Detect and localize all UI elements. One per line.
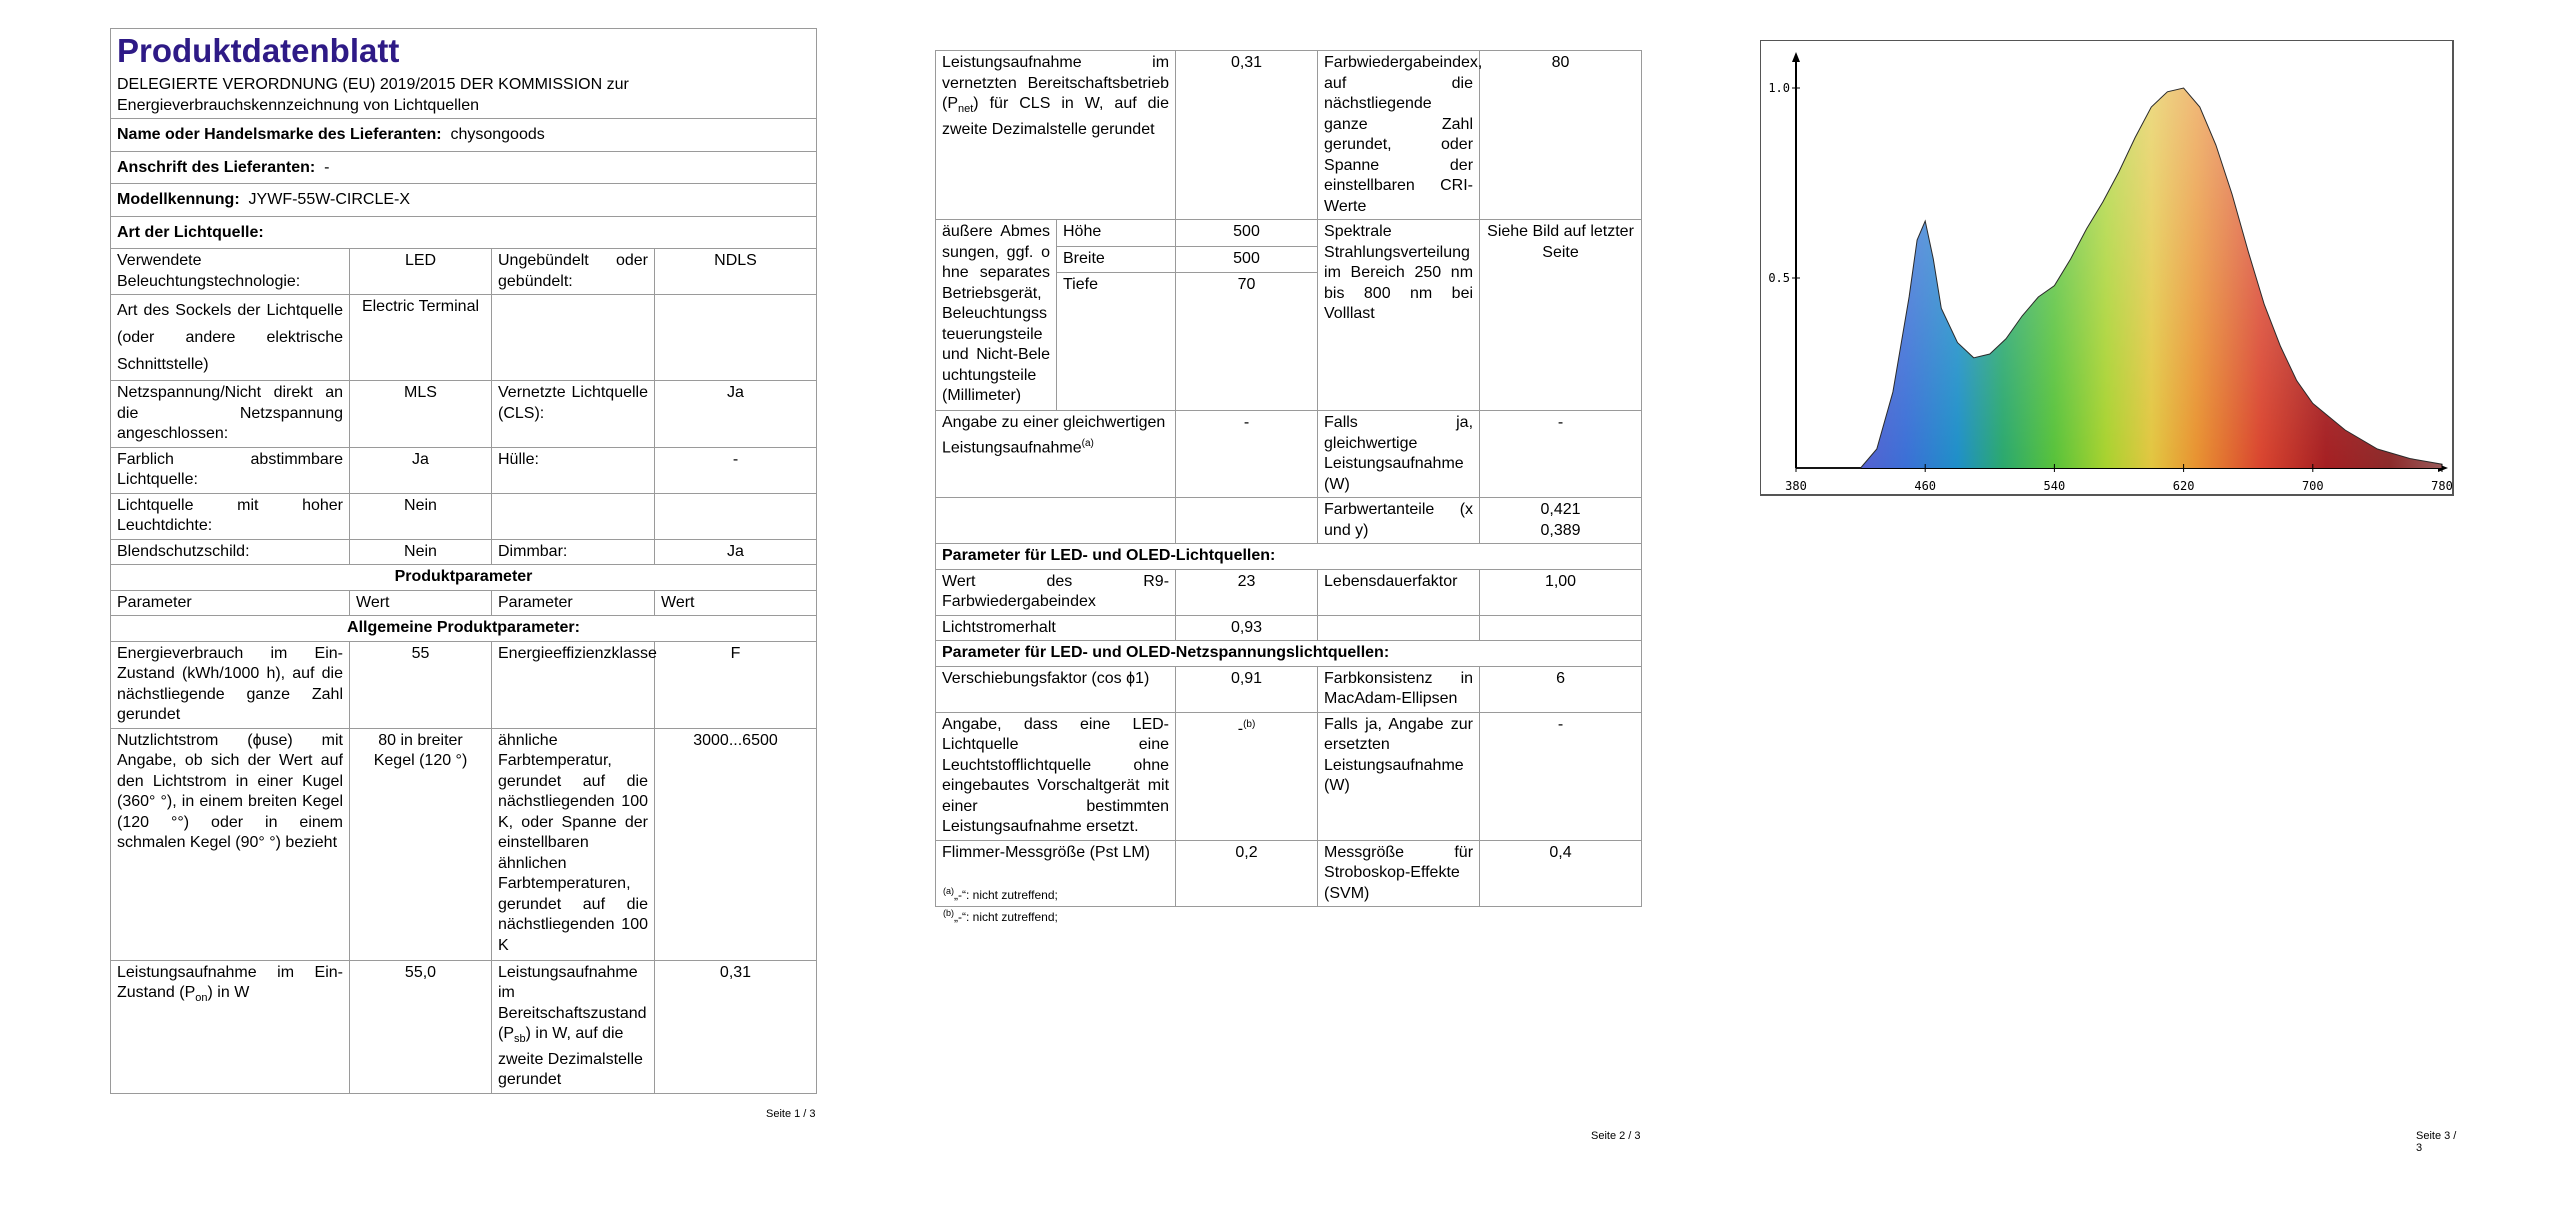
address-label: Anschrift des Lieferanten: — [117, 158, 316, 176]
cell: Hülle: — [492, 447, 655, 493]
cell: Spektrale Strahlungsverteilung im Bereich 250 nm bis 800 nm bei Volllast — [1318, 220, 1480, 411]
cell — [936, 498, 1176, 544]
cell: Energieverbrauch im Ein-Zustand (kWh/1000 h), auf die nächstliegende ganze Zahl gerundet — [111, 641, 350, 728]
page-number: Seite 2 / 3 — [1591, 1130, 1641, 1142]
y-tick-label: 1.0 — [1768, 81, 1790, 95]
cell: Nein — [350, 493, 492, 539]
superscript: (a) — [1081, 437, 1094, 449]
section-mains: Parameter für LED- und OLED-Netzspannungslichtquellen: — [936, 641, 1642, 667]
model-value: JYWF-55W-CIRCLE-X — [248, 191, 411, 208]
column-header: Wert — [350, 590, 492, 616]
cell: 3000...6500 — [655, 728, 817, 960]
spectrum-sheen — [1796, 88, 2442, 468]
cell — [936, 51, 1176, 220]
table-row — [936, 411, 1642, 498]
superscript: (b) — [1243, 718, 1256, 730]
brand-value: chysongoods — [450, 126, 545, 143]
cell: Electric Terminal — [350, 295, 492, 381]
cell: Angabe, dass eine LED-Lichtquelle eine Leuchtstofflichtquelle ohne eingebautes Vorschaltgerät mit einer bestimmten Leistungsaufnahme ersetzt. — [936, 712, 1176, 840]
table-row — [111, 641, 817, 728]
cell: Ja — [350, 447, 492, 493]
cell: Messgröße für Stroboskop-Effekte (SVM) — [1318, 840, 1480, 907]
table-row — [936, 220, 1642, 247]
cell: 0,31 — [655, 960, 817, 1093]
table-row — [111, 249, 817, 295]
light-type-heading: Art der Lichtquelle: — [111, 216, 817, 249]
cell: Siehe Bild auf letzter Seite — [1480, 220, 1642, 411]
cell — [492, 493, 655, 539]
cell: ähnliche Farbtemperatur, gerundet auf die nächstliegenden 100 K, oder Spanne der einstellbaren ähnlichen Farbtemperaturen, gerundet auf die nächstliegenden 100 K — [492, 728, 655, 960]
cell — [1480, 615, 1642, 641]
table-row — [936, 569, 1642, 615]
column-header: Parameter — [492, 590, 655, 616]
cell — [1318, 615, 1480, 641]
superscript: (b) — [943, 908, 954, 918]
brand-label: Name oder Handelsmarke des Lieferanten: — [117, 126, 442, 143]
column-header: Wert — [655, 590, 817, 616]
cell: 0,31 — [1176, 51, 1318, 220]
text: Leistungsaufnahme im vernetzten Bereitschaftsbetrieb (P — [942, 54, 1170, 112]
table-row — [111, 539, 817, 565]
cell — [111, 960, 350, 1093]
cell — [1176, 712, 1318, 840]
cell: Energieeffizienzklasse — [492, 641, 655, 728]
cell: 0,91 — [1176, 666, 1318, 712]
cell: 0,4 — [1480, 840, 1642, 907]
model-label: Modellkennung: — [117, 191, 240, 208]
table-row — [111, 295, 817, 381]
cell — [936, 411, 1176, 498]
x-tick-label: 620 — [2172, 479, 2195, 493]
cell: Nutzlichtstrom (ϕuse) mit Angabe, ob sich der Wert auf den Lichtstrom in einer Kugel (360° °), in einem breiten Kegel (120 °°) oder in einem schmalen Kegel (90° °) bezieht — [111, 728, 350, 960]
text: Leistungsaufnahme im Ein-Zustand (P — [117, 963, 343, 1001]
cell: Verschiebungsfaktor (cos ϕ1) — [936, 666, 1176, 712]
cell: 500 — [1176, 220, 1318, 247]
cell: - — [1480, 411, 1642, 498]
footnote-a — [943, 884, 1058, 902]
page-1 — [110, 0, 820, 1207]
address-value: - — [324, 158, 330, 176]
page-number: Seite 1 / 3 — [766, 1108, 816, 1120]
cell: LED — [350, 249, 492, 295]
cell: 23 — [1176, 569, 1318, 615]
cell: Falls ja, Angabe zur ersetzten Leistungsaufnahme (W) — [1318, 712, 1480, 840]
cell: Lebensdauerfaktor — [1318, 569, 1480, 615]
text: ) in W — [207, 984, 250, 1001]
y-axis-arrow — [1792, 52, 1800, 62]
x-tick-label: 700 — [2301, 479, 2324, 493]
cell: NDLS — [655, 249, 817, 295]
table-row — [936, 712, 1642, 840]
column-header-row — [111, 590, 817, 616]
subscript: on — [195, 992, 208, 1005]
cell: Vernetzte Lichtquelle (CLS): — [492, 381, 655, 448]
table-row — [111, 381, 817, 448]
table-row — [936, 615, 1642, 641]
cell: Ja — [655, 381, 817, 448]
subscript: net — [958, 103, 974, 116]
cell: Flimmer-Messgröße (Pst LM) — [936, 840, 1176, 907]
datasheet-table-page-1 — [110, 28, 817, 1094]
page-number: Seite 3 / 3 — [2416, 1130, 2457, 1154]
cell: Art des Sockels der Lichtquelle (oder andere elektrische Schnittstelle) — [111, 295, 350, 381]
table-row — [111, 728, 817, 960]
cell: Farbwiedergabeindex, auf die nächstliegende ganze Zahl gerundet, oder Spanne der einstellbaren CRI-Werte — [1318, 51, 1480, 220]
spectrum-series — [1796, 88, 2442, 468]
cell: Netzspannung/Nicht direkt an die Netzspannung angeschlossen: — [111, 381, 350, 448]
table-row — [936, 666, 1642, 712]
cell: 70 — [1176, 273, 1318, 411]
cell: Dimmbar: — [492, 539, 655, 565]
page-3 — [1760, 0, 2460, 1207]
cell: äußere Abmessungen, ggf. ohne separates Betriebsgerät, Beleuchtungssteuerungsteile und Nicht-Beleuchtungsteile (Millimeter) — [936, 220, 1057, 411]
text: Leistungsaufnahme im Bereitschaftszustand (P — [498, 963, 647, 1042]
cell: Falls ja, gleichwertige Leistungsaufnahme (W) — [1318, 411, 1480, 498]
cell: 6 — [1480, 666, 1642, 712]
cell — [655, 295, 817, 381]
text: ) für CLS in W, auf die zweite Dezimalstelle gerundet — [942, 95, 1170, 138]
cell: 0,2 — [1176, 840, 1318, 907]
cell: Ungebündelt oder gebündelt: — [492, 249, 655, 295]
chroma-x: 0,421 — [1540, 501, 1581, 518]
subscript: sb — [514, 1033, 526, 1046]
cell: 55,0 — [350, 960, 492, 1093]
spectrum-chart — [1760, 40, 2460, 540]
text: Angabe zu einer gleichwertigen Leistungsaufnahme — [942, 414, 1166, 456]
cell: - — [1176, 411, 1318, 498]
cell — [492, 960, 655, 1093]
cell: Ja — [655, 539, 817, 565]
cell: 0,93 — [1176, 615, 1318, 641]
table-row — [936, 498, 1642, 544]
x-tick-label: 460 — [1914, 479, 1937, 493]
cell — [655, 493, 817, 539]
cell — [1176, 498, 1318, 544]
table-row — [111, 493, 817, 539]
cell: Farbkonsistenz in MacAdam-Ellipsen — [1318, 666, 1480, 712]
cell: Farblich abstimmbare Lichtquelle: — [111, 447, 350, 493]
cell: F — [655, 641, 817, 728]
footnote-b — [943, 906, 1058, 924]
cell: Farbwertanteile (x und y) — [1318, 498, 1480, 544]
cell: Blendschutzschild: — [111, 539, 350, 565]
cell: 500 — [1176, 246, 1318, 273]
column-header: Parameter — [111, 590, 350, 616]
page-2 — [935, 0, 1655, 1207]
x-tick-label: 780 — [2431, 479, 2453, 493]
section-allgemeine: Allgemeine Produktparameter: — [111, 616, 817, 642]
cell: 1,00 — [1480, 569, 1642, 615]
cell: Höhe — [1057, 220, 1176, 247]
cell: Tiefe — [1057, 273, 1176, 411]
cell: Lichtquelle mit hoher Leuchtdichte: — [111, 493, 350, 539]
page-title: Produktdatenblatt — [117, 32, 400, 69]
cell — [1480, 498, 1642, 544]
footnote-text: „-“: nicht zutreffend; — [954, 910, 1058, 924]
cell: Breite — [1057, 246, 1176, 273]
cell: Lichtstromerhalt — [936, 615, 1176, 641]
cell — [492, 295, 655, 381]
cell: - — [1480, 712, 1642, 840]
cell: 55 — [350, 641, 492, 728]
table-row — [111, 447, 817, 493]
cell: MLS — [350, 381, 492, 448]
regulation-text: DELEGIERTE VERORDNUNG (EU) 2019/2015 DER KOMMISSION zur Energieverbrauchskennzeichnung von Lichtquellen — [117, 76, 629, 114]
cell: 80 in breiter Kegel (120 °) — [350, 728, 492, 960]
cell: 80 — [1480, 51, 1642, 220]
table-row — [936, 51, 1642, 220]
x-tick-label: 540 — [2043, 479, 2066, 493]
section-produktparameter: Produktparameter — [111, 565, 817, 591]
table-row — [111, 960, 817, 1093]
cell: Nein — [350, 539, 492, 565]
datasheet-table-page-2 — [935, 50, 1642, 907]
text: ) in W, auf die zweite Dezimalstelle gerundet — [498, 1025, 643, 1089]
chroma-y: 0,389 — [1540, 521, 1581, 539]
footnote-text: „-“: nicht zutreffend; — [954, 888, 1058, 902]
superscript: (a) — [943, 886, 954, 896]
section-led-oled: Parameter für LED- und OLED-Lichtquellen: — [936, 544, 1642, 570]
y-tick-label: 0.5 — [1768, 271, 1790, 285]
cell: Wert des R9-Farbwiedergabeindex — [936, 569, 1176, 615]
x-tick-label: 380 — [1785, 479, 1807, 493]
text: - — [1237, 719, 1244, 737]
cell: - — [655, 447, 817, 493]
cell: Verwendete Beleuchtungstechnologie: — [111, 249, 350, 295]
